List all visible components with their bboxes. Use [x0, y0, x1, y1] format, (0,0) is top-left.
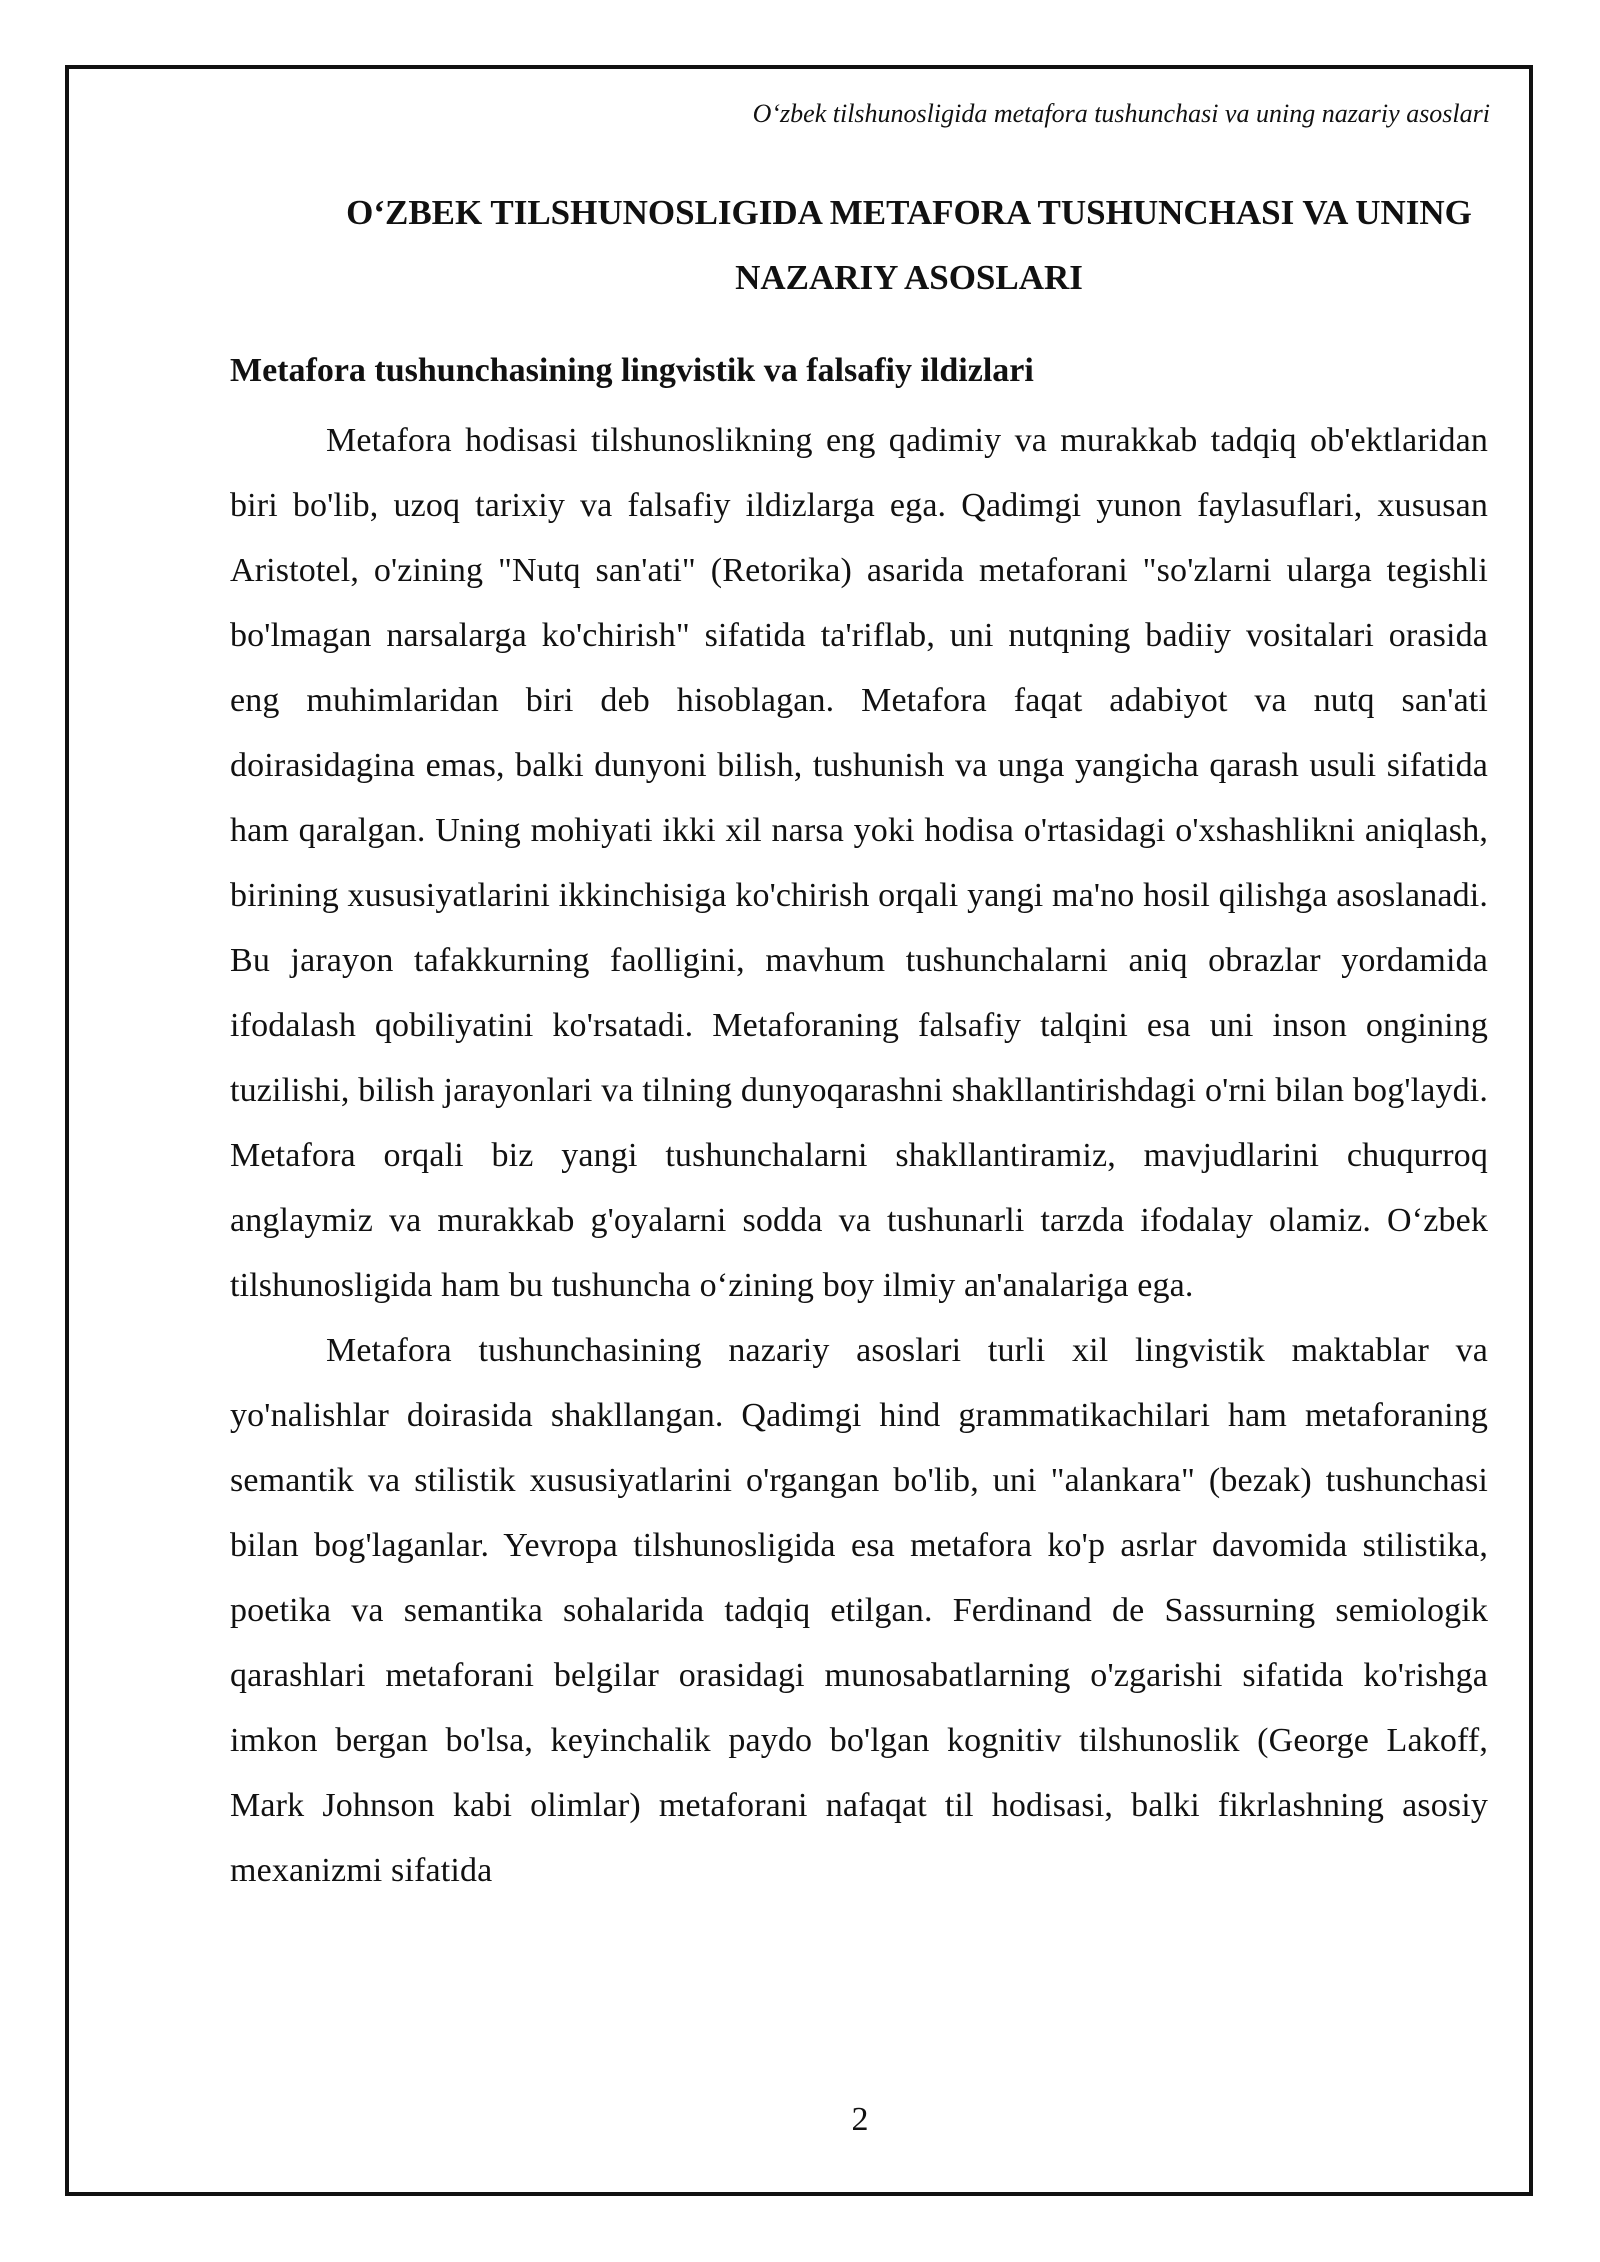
page-number: 2: [851, 2101, 869, 2138]
body-paragraph-2: Metafora tushunchasining nazariy asoslari turli xil lingvistik maktablar va yo'nalishlar doirasida shakllangan. Qadimgi hind grammatikachilari ham metaforaning semantik va stilistik xususiyatlarini o'rgangan bo'lib, uni "alankara" (bezak) tushunchasi bilan bog'laganlar. Yevropa tilshunosligida esa metafora ko'p asrlar davomida stilistika, poetika va semantika sohalarida tadqiq etilgan. Ferdinand de Sassurning semiologik qarashlari metaforani belgilar orasidagi munosabatlarning o'zgarishi sifatida ko'rishga imkon bergan bo'lsa, keyinchalik paydo bo'lgan kognitiv tilshunoslik (George Lakoff, Mark Johnson kabi olimlar) metaforani nafaqat til hodisasi, balki fikrlashning asosiy mexanizmi sifatida: [230, 1332, 1488, 1889]
body-paragraph-1: Metafora hodisasi tilshunoslikning eng qadimiy va murakkab tadqiq ob'ektlaridan biri bo'lib, uzoq tarixiy va falsafiy ildizlarga ega. Qadimgi yunon faylasuflari, xususan Aristotel, o'zining "Nutq san'ati" (Retorika) asarida metaforani "so'zlarni ularga tegishli bo'lmagan narsalarga ko'chirish" sifatida ta'riflab, uni nutqning badiiy vositalari orasida eng muhimlaridan biri deb hisoblagan. Metafora faqat adabiyot va nutq san'ati doirasidagina emas, balki dunyoni bilish, tushunish va unga yangicha qarash usuli sifatida ham qaralgan. Uning mohiyati ikki xil narsa yoki hodisa o'rtasidagi o'xshashlikni aniqlash, birining xususiyatlarini ikkinchisiga ko'chirish orqali yangi ma'no hosil qilishga asoslanadi. Bu jarayon tafakkurning faolligini, mavhum tushunchalarni aniq obrazlar yordamida ifodalash qobiliyatini ko'rsatadi. Metaforaning falsafiy talqini esa uni inson ongining tuzilishi, bilish jarayonlari va tilning dunyoqarashni shakllantirishdagi o'rni bilan bog'laydi. Metafora orqali biz yangi tushunchalarni shakllantiramiz, mavjudlarini chuqurroq anglaymiz va murakkab g'oyalarni sodda va tushunarli tarzda ifodalay olamiz. O‘zbek tilshunosligida ham bu tushuncha o‘zining boy ilmiy an'analariga ega.: [230, 422, 1488, 1304]
document-title: O‘ZBEK TILSHUNOSLIGIDA METAFORA TUSHUNCHASI VA UNING NAZARIY ASOSLARI: [346, 193, 1472, 297]
section-heading: Metafora tushunchasining lingvistik va falsafiy ildizlari: [230, 352, 1034, 389]
running-header: O‘zbek tilshunosligida metafora tushunchasi va uning nazariy asoslari: [752, 99, 1490, 128]
document-body: [230, 180, 1488, 1903]
